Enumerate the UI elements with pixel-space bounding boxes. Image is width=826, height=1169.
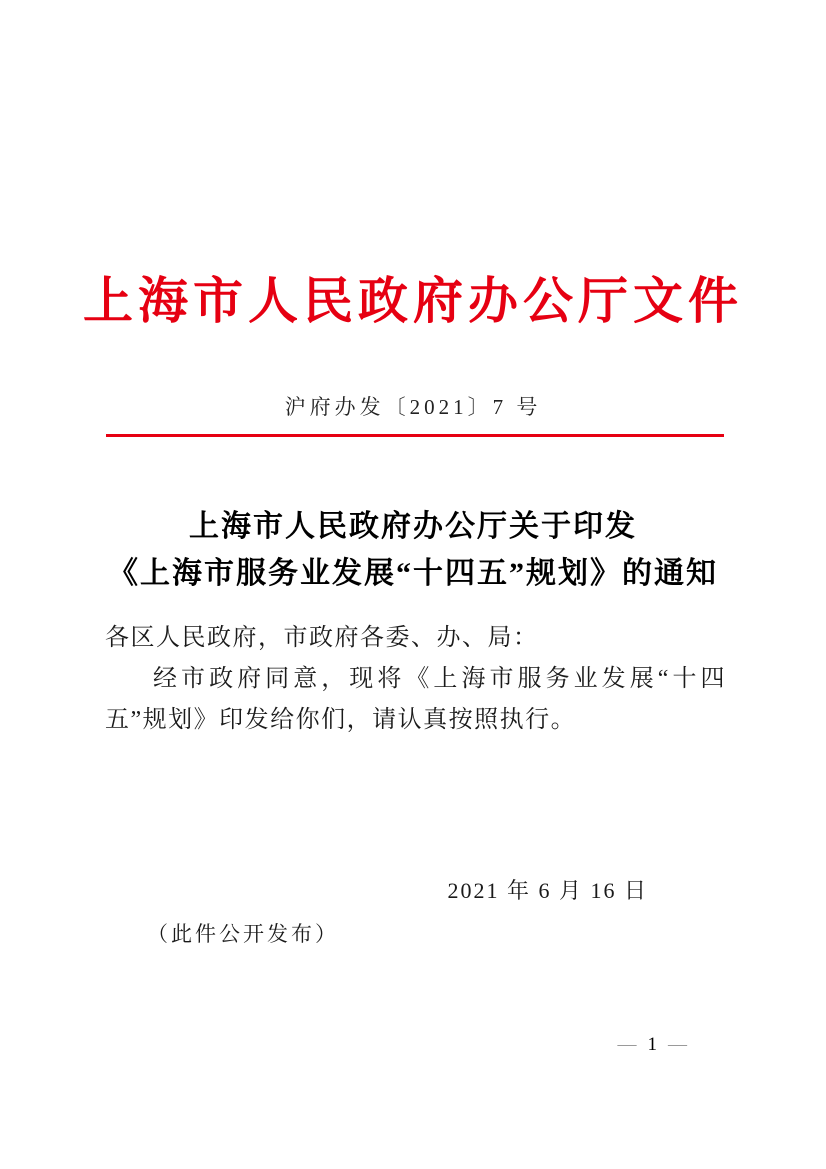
salutation-line: 各区人民政府，市政府各委、办、局： (105, 625, 539, 651)
document-number: 沪府办发〔2021〕7 号 (284, 395, 542, 419)
page-number-value: 1 (647, 1034, 657, 1055)
document-date: 2021 年 6 月 16 日 (447, 878, 648, 903)
page-number-dash-left: — (617, 1034, 637, 1055)
body-paragraph: 经市政府同意，现将《上海市服务业发展“十四五”规划》印发给你们，请认真按照执行。 (105, 666, 726, 733)
document-title-line2: 《上海市服务业发展“十四五”规划》的通知 (108, 557, 718, 590)
document-body (105, 618, 726, 741)
document-header-title: 上海市人民政府办公厅文件 (83, 273, 743, 329)
page-number-dash-right: — (668, 1034, 687, 1055)
document-title-line1: 上海市人民政府办公厅关于印发 (189, 510, 637, 543)
red-divider-line (106, 434, 724, 437)
publish-note: （此件公开发布） (147, 922, 339, 946)
page-number (105, 1033, 726, 1057)
document-title (63, 503, 763, 597)
